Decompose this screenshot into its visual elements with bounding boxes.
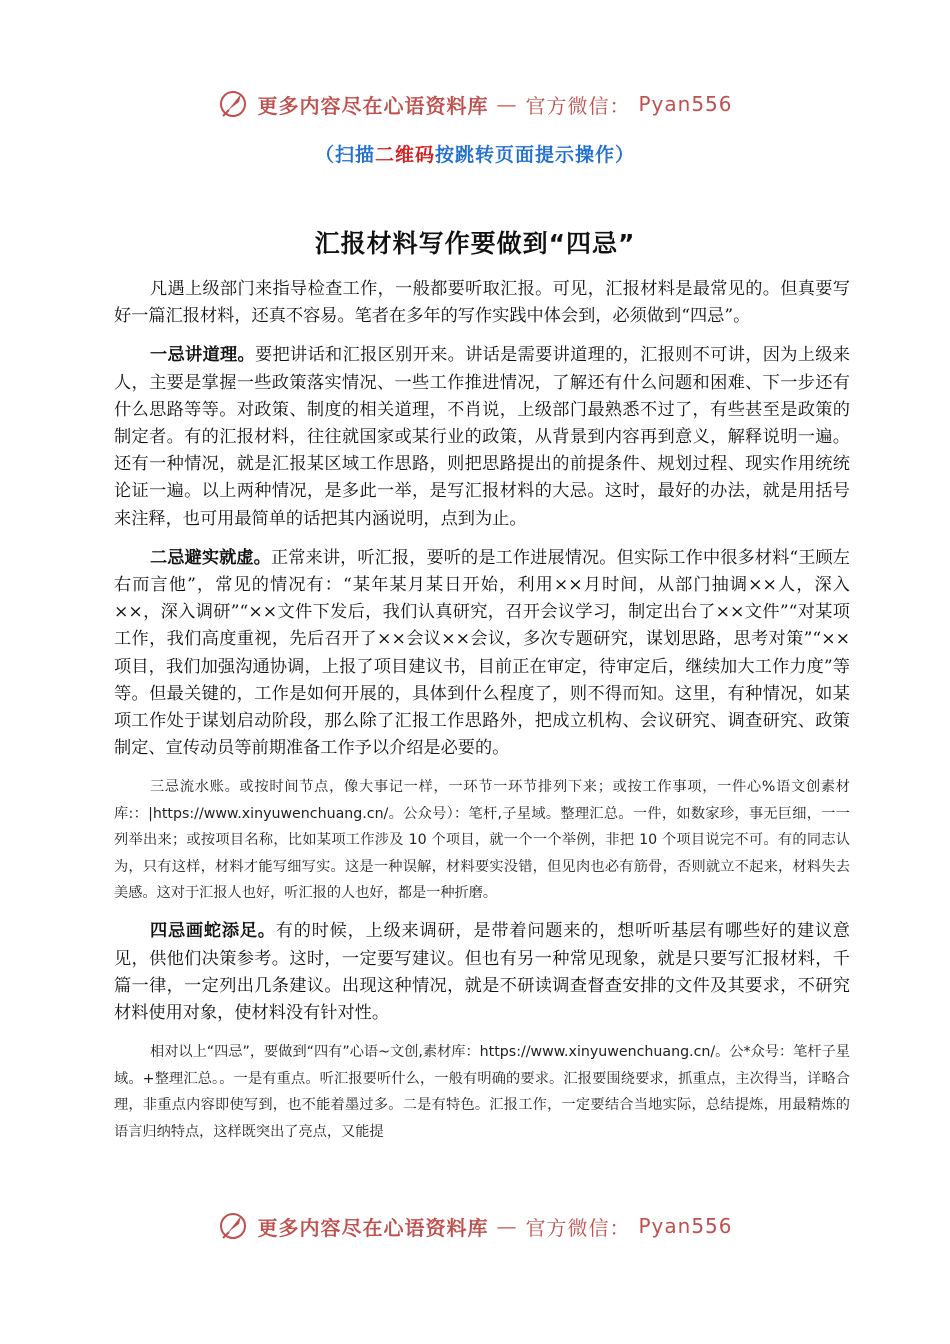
closing-paragraph: 相对以上“四忌”，要做到“四有”心语~文创,素材库：https://www.xinyuwenchuang.cn/。公*众号：笔杆子星域。+整理汇总。。一是有重点。听汇报要听什么，一般有明确的要求。汇报要围绕要求，抓重点，主次得当，详略合理，非重点内容即使写到，也不能着墨过多。二是有特色。汇报工作，一定要结合当地实际，总结提炼，用最精炼的语言归纳特点，这样既突出了亮点，又能提 [114, 1044, 850, 1140]
section-1-paragraph [114, 342, 850, 532]
section-4-heading: 四忌画蛇添足。 [150, 921, 276, 942]
scan-qr-hint [0, 140, 950, 167]
banner-wechat-label: 官方微信： [525, 93, 631, 118]
section-4-paragraph [114, 918, 850, 1027]
section-1-heading: 一忌讲道理。 [150, 345, 256, 366]
section-3-paragraph: 三忌流水账。或按时间节点，像大事记一样，一环节一环节排列下来；或按工作事项，一件心%语文创素材库:：|https://www.xinyuwenchuang.cn/。公众号）：笔杆,子星域。整理汇总。一件，如数家珍，事无巨细，一一列举出来；或按项目名称，比如某项工作涉及 10 个项目，就一个一个举例，非把 10 个项目说完不可。有的同志认为，只有这样，材料才能写细写实。这是一种误解，材料要实没错，但见肉也必有筋骨，否则就立不起来，材料失去美感。这对于汇报人也好，听汇报的人也好，都是一种折磨。 [114, 779, 850, 902]
banner-separator: — [496, 1214, 518, 1238]
section-4-text: 有的时候，上级来调研，是带着问题来的，想听听基层有哪些好的建议意见，供他们决策参考。这时，一定要写建议。但也有另一种常见现象，就是只要写汇报材料，千篇一律，一定列出几条建议。出现这种情况，就是不研读调查督查安排的文件及其要求，不研究材料使用对象，使材料没有针对性。 [114, 921, 850, 1024]
scan-hint-highlight: 二维码 [374, 144, 435, 166]
banner-wechat-id: Pyan556 [638, 92, 733, 116]
scan-hint-open: （扫描 [314, 144, 375, 166]
quill-logo-icon [217, 88, 249, 120]
banner-separator: — [496, 92, 518, 116]
section-2-heading: 二忌避实就虚。 [150, 547, 271, 568]
banner-brand: 更多内容尽在心语资料库 [257, 1215, 489, 1240]
section-2-paragraph [114, 545, 850, 763]
header-banner [0, 88, 950, 120]
banner-wechat-label: 官方微信： [525, 1215, 631, 1240]
quill-logo-icon [217, 1210, 249, 1242]
section-2-text: 正常来讲，听汇报，要听的是工作进展情况。但实际工作中很多材料“王顾左右而言他”，常见的情况有：“某年某月某日开始，利用××月时间，从部门抽调××人，深入××，深入调研”“××文件下发后，我们认真研究，召开会议学习，制定出台了××文件”“对某项工作，我们高度重视，先后召开了××会议××会议，多次专题研究，谋划思路，思考对策”“××项目，我们加强沟通协调，上报了项目建议书，目前正在审定，待审定后，继续加大工作力度”等等。但最关键的，工作是如何开展的，具体到什么程度了，则不得而知。这里，有种情况，如某项工作处于谋划启动阶段，那么除了汇报工作思路外，把成立机构、会议研究、调查研究、政策制定、宣传动员等前期准备工作予以介绍是必要的。 [114, 547, 850, 759]
scan-hint-rest: 按跳转页面提示操作） [435, 144, 636, 166]
banner-wechat-id: Pyan556 [638, 1214, 733, 1238]
banner-brand: 更多内容尽在心语资料库 [257, 93, 489, 118]
section-1-text: 要把讲话和汇报区别开来。讲话是需要讲道理的，汇报则不可讲，因为上级来人，主要是掌握一些政策落实情况、一些工作推进情况，了解还有什么问题和困难、下一步还有什么思路等等。对政策、制度的相关道理，不肖说，上级部门最熟悉不过了，有些甚至是政策的制定者。有的汇报材料，往往就国家或某行业的政策，从背景到内容再到意义，解释说明一遍。还有一种情况，就是汇报某区域工作思路，则把思路提出的前提条件、规划过程、现实作用统统论证一遍。以上两种情况，是多此一举，是写汇报材料的大忌。这时，最好的办法，就是用括号来注释，也可用最简单的话把其内涵说明，点到为止。 [114, 345, 850, 529]
document-title: 汇报材料写作要做到“四忌” [314, 229, 636, 258]
footer-banner [0, 1210, 950, 1242]
intro-paragraph: 凡遇上级部门来指导检查工作，一般都要听取汇报。可见，汇报材料是最常见的。但真要写好一篇汇报材料，还真不容易。笔者在多年的写作实践中体会到，必须做到“四忌”。 [114, 279, 850, 327]
document-body [114, 276, 850, 1157]
